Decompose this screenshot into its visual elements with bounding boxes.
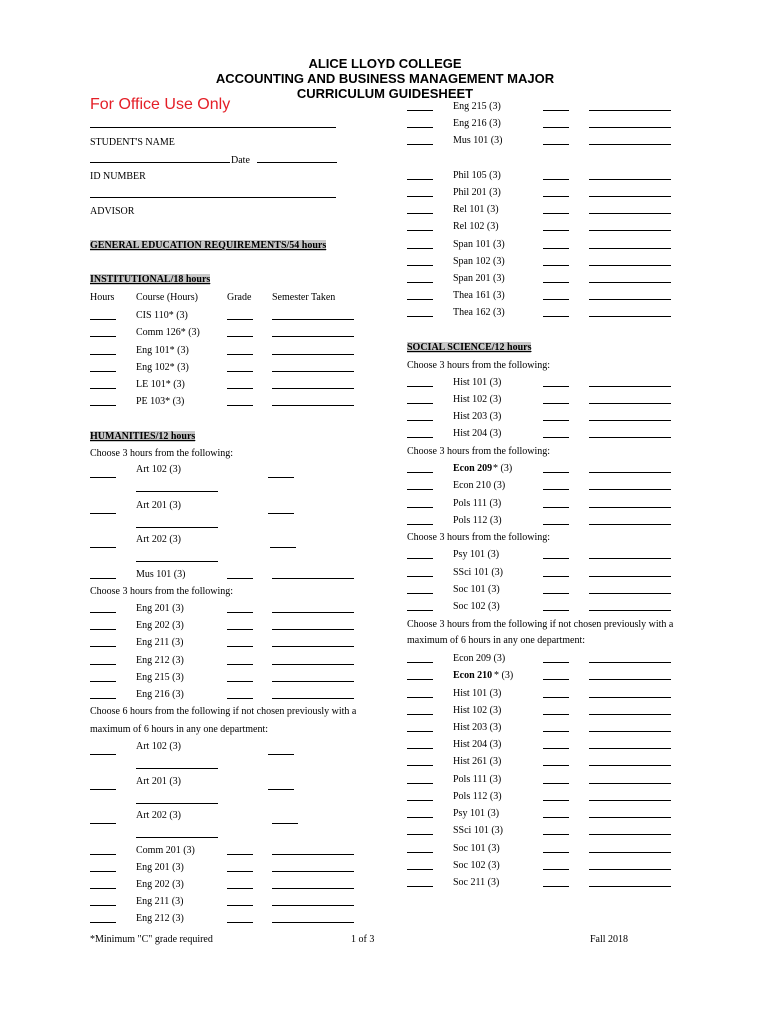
hum3-row-6-semester-field[interactable] bbox=[272, 905, 354, 906]
right-phil-row-8-hours-field[interactable] bbox=[407, 316, 433, 317]
ss4-row-7-semester-field[interactable] bbox=[589, 817, 671, 818]
ss4-row-3-course: Hist 204 (3) bbox=[453, 739, 502, 750]
student-name-label: STUDENT'S NAME bbox=[90, 137, 175, 148]
ss2-row-econ209-hours-field[interactable] bbox=[407, 472, 433, 473]
hum3-row-0-course: Art 102 (3) bbox=[136, 741, 181, 752]
hum3-row-4-hours-field[interactable] bbox=[90, 871, 116, 872]
hum3-row-2-semester-field[interactable] bbox=[136, 837, 218, 838]
ss4-row-5-semester-field[interactable] bbox=[589, 783, 671, 784]
right-phil-row-1-hours-field[interactable] bbox=[407, 196, 433, 197]
hum3-row-3-course: Comm 201 (3) bbox=[136, 845, 195, 856]
ss3-row-3-course: Soc 102 (3) bbox=[453, 601, 500, 612]
right-phil-row-6-grade-field[interactable] bbox=[543, 282, 569, 283]
inst-row-1-hours-field[interactable] bbox=[90, 336, 116, 337]
ss4-row-3-semester-field[interactable] bbox=[589, 748, 671, 749]
hum2-row-2-grade-field[interactable] bbox=[227, 646, 253, 647]
ss3-row-2-course: Soc 101 (3) bbox=[453, 584, 500, 595]
right-phil-row-8-semester-field[interactable] bbox=[589, 316, 671, 317]
hum1-row-1-grade-field[interactable] bbox=[268, 513, 294, 514]
hum2-row-5-grade-field[interactable] bbox=[227, 698, 253, 699]
hum3-row-1-course: Art 201 (3) bbox=[136, 776, 181, 787]
ss3-row-0-hours-field[interactable] bbox=[407, 558, 433, 559]
ss4-row-econ210-semester-field[interactable] bbox=[589, 679, 671, 680]
inst-row-5-grade-field[interactable] bbox=[227, 405, 253, 406]
ss2-row-2-semester-field[interactable] bbox=[589, 524, 671, 525]
inst-row-3-hours-field[interactable] bbox=[90, 371, 116, 372]
ss2-row-econ209-grade-field[interactable] bbox=[543, 472, 569, 473]
ss1-row-1-semester-field[interactable] bbox=[589, 403, 671, 404]
hum3-row-5-hours-field[interactable] bbox=[90, 888, 116, 889]
ss4-row-4-semester-field[interactable] bbox=[589, 765, 671, 766]
ss1-row-3-course: Hist 204 (3) bbox=[453, 428, 502, 439]
hum2-row-2-course: Eng 211 (3) bbox=[136, 637, 184, 648]
inst-row-4-hours-field[interactable] bbox=[90, 388, 116, 389]
ss4-row-1-grade-field[interactable] bbox=[543, 714, 569, 715]
ss1-row-2-hours-field[interactable] bbox=[407, 420, 433, 421]
social-science-heading: SOCIAL SCIENCE/12 hours bbox=[407, 342, 532, 353]
right-phil-row-3-hours-field[interactable] bbox=[407, 230, 433, 231]
inst-row-5-course: PE 103* (3) bbox=[136, 396, 185, 407]
right-phil-row-7-grade-field[interactable] bbox=[543, 299, 569, 300]
hum1-row-2-course: Art 202 (3) bbox=[136, 534, 181, 545]
ss1-row-2-grade-field[interactable] bbox=[543, 420, 569, 421]
hum2-row-4-grade-field[interactable] bbox=[227, 681, 253, 682]
inst-row-0-grade-field[interactable] bbox=[227, 319, 253, 320]
ss2-row-1-semester-field[interactable] bbox=[589, 507, 671, 508]
hum1-row-2-hours-field[interactable] bbox=[90, 547, 116, 548]
right-phil-row-6-course: Span 201 (3) bbox=[453, 273, 505, 284]
inst-row-0-hours-field[interactable] bbox=[90, 319, 116, 320]
hum2-row-0-hours-field[interactable] bbox=[90, 612, 116, 613]
inst-row-0-semester-field[interactable] bbox=[272, 319, 354, 320]
hum-choose-3a: Choose 6 hours from the following if not chosen previously with a bbox=[90, 706, 357, 717]
ss3-row-1-grade-field[interactable] bbox=[543, 576, 569, 577]
ss4-row-11-course: Soc 211 (3) bbox=[453, 877, 500, 888]
hum3-row-3-grade-field[interactable] bbox=[227, 854, 253, 855]
ss4-row-10-hours-field[interactable] bbox=[407, 869, 433, 870]
inst-row-2-course: Eng 101* (3) bbox=[136, 345, 189, 356]
ss1-row-3-semester-field[interactable] bbox=[589, 437, 671, 438]
hum2-row-2-hours-field[interactable] bbox=[90, 646, 116, 647]
right-top-row-1-semester-field[interactable] bbox=[589, 127, 671, 128]
ss4-row-econ210-hours-field[interactable] bbox=[407, 679, 433, 680]
ss4-row-1-hours-field[interactable] bbox=[407, 714, 433, 715]
hum1-row-3-course: Mus 101 (3) bbox=[136, 569, 186, 580]
ss4-row-7-course: Psy 101 (3) bbox=[453, 808, 500, 819]
right-phil-row-7-hours-field[interactable] bbox=[407, 299, 433, 300]
hum1-row-3-grade-field[interactable] bbox=[227, 578, 253, 579]
ss4-row-econ209-grade-field[interactable] bbox=[543, 662, 569, 663]
inst-row-3-course: Eng 102* (3) bbox=[136, 362, 189, 373]
ss4-row-2-course: Hist 203 (3) bbox=[453, 722, 502, 733]
hum3-row-1-semester-field[interactable] bbox=[136, 803, 218, 804]
right-top-row-2-grade-field[interactable] bbox=[543, 144, 569, 145]
right-phil-row-4-course: Span 101 (3) bbox=[453, 239, 505, 250]
ss4-row-econ210-suffix: * (3) bbox=[494, 670, 514, 681]
right-top-row-1-hours-field[interactable] bbox=[407, 127, 433, 128]
ss4-row-7-grade-field[interactable] bbox=[543, 817, 569, 818]
term-label: Fall 2018 bbox=[590, 934, 629, 945]
ss4-row-5-hours-field[interactable] bbox=[407, 783, 433, 784]
ss4-row-0-hours-field[interactable] bbox=[407, 697, 433, 698]
hum3-row-5-grade-field[interactable] bbox=[227, 888, 253, 889]
date-label: Date bbox=[231, 155, 250, 166]
right-top-row-0-course: Eng 215 (3) bbox=[453, 101, 501, 112]
ss-choose-3: Choose 3 hours from the following: bbox=[407, 532, 551, 543]
ss4-row-10-semester-field[interactable] bbox=[589, 869, 671, 870]
hum3-row-6-hours-field[interactable] bbox=[90, 905, 116, 906]
ss1-row-2-semester-field[interactable] bbox=[589, 420, 671, 421]
col-hours-header: Hours bbox=[90, 292, 115, 303]
inst-row-1-course: Comm 126* (3) bbox=[136, 327, 200, 338]
hum1-row-1-hours-field[interactable] bbox=[90, 513, 116, 514]
ss4-row-5-grade-field[interactable] bbox=[543, 783, 569, 784]
right-top-row-0-hours-field[interactable] bbox=[407, 110, 433, 111]
ss2-row-2-hours-field[interactable] bbox=[407, 524, 433, 525]
ss2-row-econ209-semester-field[interactable] bbox=[589, 472, 671, 473]
hum1-row-1-semester-field[interactable] bbox=[136, 527, 218, 528]
ss2-row-econ209-course: Econ 209 bbox=[453, 463, 493, 474]
ss1-row-0-grade-field[interactable] bbox=[543, 386, 569, 387]
right-phil-row-4-grade-field[interactable] bbox=[543, 248, 569, 249]
ss3-row-0-semester-field[interactable] bbox=[589, 558, 671, 559]
right-top-row-2-semester-field[interactable] bbox=[589, 144, 671, 145]
ss4-row-5-course: Pols 111 (3) bbox=[453, 774, 502, 785]
hum3-row-4-semester-field[interactable] bbox=[272, 871, 354, 872]
ss4-row-4-course: Hist 261 (3) bbox=[453, 756, 502, 767]
ss3-row-0-course: Psy 101 (3) bbox=[453, 549, 500, 560]
hum3-row-7-semester-field[interactable] bbox=[272, 922, 354, 923]
hum2-row-5-hours-field[interactable] bbox=[90, 698, 116, 699]
inst-row-5-semester-field[interactable] bbox=[272, 405, 354, 406]
right-phil-row-6-hours-field[interactable] bbox=[407, 282, 433, 283]
ss4-row-econ210-course: Econ 210 bbox=[453, 670, 493, 681]
hum2-row-1-course: Eng 202 (3) bbox=[136, 620, 184, 631]
right-phil-row-3-course: Rel 102 (3) bbox=[453, 221, 499, 232]
hum3-row-4-grade-field[interactable] bbox=[227, 871, 253, 872]
major-title: ACCOUNTING AND BUSINESS MANAGEMENT MAJOR bbox=[215, 71, 555, 86]
ss4-row-9-grade-field[interactable] bbox=[543, 852, 569, 853]
hum2-row-3-semester-field[interactable] bbox=[272, 664, 354, 665]
hum1-row-2-grade-field[interactable] bbox=[270, 547, 296, 548]
hum1-row-0-grade-field[interactable] bbox=[268, 477, 294, 478]
ss4-row-6-hours-field[interactable] bbox=[407, 800, 433, 801]
right-phil-row-7-semester-field[interactable] bbox=[589, 299, 671, 300]
hum2-row-5-semester-field[interactable] bbox=[272, 698, 354, 699]
hum1-row-0-semester-field[interactable] bbox=[136, 491, 218, 492]
ss1-row-0-hours-field[interactable] bbox=[407, 386, 433, 387]
hum2-row-0-semester-field[interactable] bbox=[272, 612, 354, 613]
right-phil-row-0-course: Phil 105 (3) bbox=[453, 170, 501, 181]
inst-row-4-semester-field[interactable] bbox=[272, 388, 354, 389]
ss4-row-9-course: Soc 101 (3) bbox=[453, 843, 500, 854]
right-phil-row-5-hours-field[interactable] bbox=[407, 265, 433, 266]
ss1-row-0-semester-field[interactable] bbox=[589, 386, 671, 387]
right-phil-row-5-course: Span 102 (3) bbox=[453, 256, 505, 267]
right-phil-row-4-semester-field[interactable] bbox=[589, 248, 671, 249]
hum-choose-3b: maximum of 6 hours in any one department: bbox=[90, 724, 269, 735]
ss4-row-2-hours-field[interactable] bbox=[407, 731, 433, 732]
ss3-row-2-grade-field[interactable] bbox=[543, 593, 569, 594]
ss4-row-6-course: Pols 112 (3) bbox=[453, 791, 502, 802]
ss4-row-7-hours-field[interactable] bbox=[407, 817, 433, 818]
hum2-row-1-hours-field[interactable] bbox=[90, 629, 116, 630]
ss1-row-1-hours-field[interactable] bbox=[407, 403, 433, 404]
ss4-row-econ209-course: Econ 209 (3) bbox=[453, 653, 506, 664]
ss-choose-1: Choose 3 hours from the following: bbox=[407, 360, 551, 371]
ss2-row-0-grade-field[interactable] bbox=[543, 489, 569, 490]
ss1-row-1-course: Hist 102 (3) bbox=[453, 394, 502, 405]
ss4-row-1-semester-field[interactable] bbox=[589, 714, 671, 715]
right-phil-row-7-course: Thea 161 (3) bbox=[453, 290, 505, 301]
hum2-row-0-course: Eng 201 (3) bbox=[136, 603, 184, 614]
hum3-row-6-grade-field[interactable] bbox=[227, 905, 253, 906]
ss4-row-10-course: Soc 102 (3) bbox=[453, 860, 500, 871]
advisor-line[interactable] bbox=[90, 197, 336, 198]
ss4-row-2-semester-field[interactable] bbox=[589, 731, 671, 732]
hum3-row-2-hours-field[interactable] bbox=[90, 823, 116, 824]
right-phil-row-1-course: Phil 201 (3) bbox=[453, 187, 501, 198]
col-semester-header: Semester Taken bbox=[272, 292, 336, 303]
ss4-row-8-hours-field[interactable] bbox=[407, 834, 433, 835]
inst-row-5-hours-field[interactable] bbox=[90, 405, 116, 406]
hum3-row-2-course: Art 202 (3) bbox=[136, 810, 181, 821]
hum3-row-4-course: Eng 201 (3) bbox=[136, 862, 184, 873]
col-grade-header: Grade bbox=[227, 292, 252, 303]
ss4-row-4-hours-field[interactable] bbox=[407, 765, 433, 766]
hum3-row-7-hours-field[interactable] bbox=[90, 922, 116, 923]
right-top-row-2-hours-field[interactable] bbox=[407, 144, 433, 145]
ss2-row-2-course: Pols 112 (3) bbox=[453, 515, 502, 526]
right-phil-row-1-grade-field[interactable] bbox=[543, 196, 569, 197]
right-phil-row-2-semester-field[interactable] bbox=[589, 213, 671, 214]
advisor-label: ADVISOR bbox=[90, 206, 135, 217]
page-number: 1 of 3 bbox=[351, 934, 375, 945]
institutional-heading: INSTITUTIONAL/18 hours bbox=[90, 274, 211, 285]
ss3-row-3-hours-field[interactable] bbox=[407, 610, 433, 611]
hum3-row-5-course: Eng 202 (3) bbox=[136, 879, 184, 890]
ss4-row-3-grade-field[interactable] bbox=[543, 748, 569, 749]
right-top-row-1-course: Eng 216 (3) bbox=[453, 118, 501, 129]
hum1-row-3-semester-field[interactable] bbox=[272, 578, 354, 579]
ss2-row-1-course: Pols 111 (3) bbox=[453, 498, 502, 509]
ss4-row-econ209-hours-field[interactable] bbox=[407, 662, 433, 663]
right-phil-row-2-hours-field[interactable] bbox=[407, 213, 433, 214]
ss2-row-2-grade-field[interactable] bbox=[543, 524, 569, 525]
grade-footnote: *Minimum "C" grade required bbox=[90, 934, 213, 945]
ss-choose-4b: maximum of 6 hours in any one department: bbox=[407, 635, 586, 646]
ss3-row-2-semester-field[interactable] bbox=[589, 593, 671, 594]
hum2-row-3-course: Eng 212 (3) bbox=[136, 655, 184, 666]
ss1-row-0-course: Hist 101 (3) bbox=[453, 377, 502, 388]
hum2-row-4-semester-field[interactable] bbox=[272, 681, 354, 682]
inst-row-2-grade-field[interactable] bbox=[227, 354, 253, 355]
hum-choose-2: Choose 3 hours from the following: bbox=[90, 586, 234, 597]
right-phil-row-2-grade-field[interactable] bbox=[543, 213, 569, 214]
hum3-row-0-semester-field[interactable] bbox=[136, 768, 218, 769]
right-phil-row-2-course: Rel 101 (3) bbox=[453, 204, 499, 215]
hum3-row-7-grade-field[interactable] bbox=[227, 922, 253, 923]
hum3-row-7-course: Eng 212 (3) bbox=[136, 913, 184, 924]
hum1-row-0-hours-field[interactable] bbox=[90, 477, 116, 478]
date-line[interactable] bbox=[257, 162, 337, 163]
inst-row-4-course: LE 101* (3) bbox=[136, 379, 185, 390]
ss4-row-4-grade-field[interactable] bbox=[543, 765, 569, 766]
hum3-row-2-grade-field[interactable] bbox=[272, 823, 298, 824]
ss4-row-econ209-semester-field[interactable] bbox=[589, 662, 671, 663]
right-phil-row-8-course: Thea 162 (3) bbox=[453, 307, 505, 318]
ss2-row-1-hours-field[interactable] bbox=[407, 507, 433, 508]
right-phil-row-0-hours-field[interactable] bbox=[407, 179, 433, 180]
hum2-row-3-hours-field[interactable] bbox=[90, 664, 116, 665]
right-top-row-0-semester-field[interactable] bbox=[589, 110, 671, 111]
hum3-row-1-grade-field[interactable] bbox=[268, 789, 294, 790]
right-top-row-0-grade-field[interactable] bbox=[543, 110, 569, 111]
right-phil-row-5-grade-field[interactable] bbox=[543, 265, 569, 266]
ss4-row-6-semester-field[interactable] bbox=[589, 800, 671, 801]
ss2-row-econ209-suffix: * (3) bbox=[493, 463, 513, 474]
ss1-row-2-course: Hist 203 (3) bbox=[453, 411, 502, 422]
ss4-row-1-course: Hist 102 (3) bbox=[453, 705, 502, 716]
ss1-row-3-hours-field[interactable] bbox=[407, 437, 433, 438]
hum2-row-5-course: Eng 216 (3) bbox=[136, 689, 184, 700]
hum1-row-3-hours-field[interactable] bbox=[90, 578, 116, 579]
hum2-row-1-semester-field[interactable] bbox=[272, 629, 354, 630]
right-phil-row-3-grade-field[interactable] bbox=[543, 230, 569, 231]
inst-row-3-grade-field[interactable] bbox=[227, 371, 253, 372]
hum3-row-6-course: Eng 211 (3) bbox=[136, 896, 184, 907]
hum3-row-1-hours-field[interactable] bbox=[90, 789, 116, 790]
hum2-row-0-grade-field[interactable] bbox=[227, 612, 253, 613]
ss4-row-9-semester-field[interactable] bbox=[589, 852, 671, 853]
hum1-row-1-course: Art 201 (3) bbox=[136, 500, 181, 511]
right-phil-row-0-grade-field[interactable] bbox=[543, 179, 569, 180]
ss3-row-1-hours-field[interactable] bbox=[407, 576, 433, 577]
inst-row-1-grade-field[interactable] bbox=[227, 336, 253, 337]
ss2-row-0-semester-field[interactable] bbox=[589, 489, 671, 490]
inst-row-2-semester-field[interactable] bbox=[272, 354, 354, 355]
inst-row-3-semester-field[interactable] bbox=[272, 371, 354, 372]
hum3-row-0-grade-field[interactable] bbox=[268, 754, 294, 755]
right-phil-row-8-grade-field[interactable] bbox=[543, 316, 569, 317]
ss2-row-1-grade-field[interactable] bbox=[543, 507, 569, 508]
ss4-row-econ210-grade-field[interactable] bbox=[543, 679, 569, 680]
ss3-row-0-grade-field[interactable] bbox=[543, 558, 569, 559]
right-phil-row-3-semester-field[interactable] bbox=[589, 230, 671, 231]
hum2-row-2-semester-field[interactable] bbox=[272, 646, 354, 647]
student-name-line[interactable] bbox=[90, 127, 336, 128]
hum1-row-0-course: Art 102 (3) bbox=[136, 464, 181, 475]
right-phil-row-1-semester-field[interactable] bbox=[589, 196, 671, 197]
ss4-row-2-grade-field[interactable] bbox=[543, 731, 569, 732]
right-phil-row-4-hours-field[interactable] bbox=[407, 248, 433, 249]
ss2-row-0-hours-field[interactable] bbox=[407, 489, 433, 490]
ss4-row-0-course: Hist 101 (3) bbox=[453, 688, 502, 699]
hum2-row-1-grade-field[interactable] bbox=[227, 629, 253, 630]
ss4-row-0-semester-field[interactable] bbox=[589, 697, 671, 698]
humanities-heading: HUMANITIES/12 hours bbox=[90, 431, 196, 442]
gen-ed-heading: GENERAL EDUCATION REQUIREMENTS/54 hours bbox=[90, 240, 327, 251]
right-top-row-2-course: Mus 101 (3) bbox=[453, 135, 503, 146]
ss3-row-3-grade-field[interactable] bbox=[543, 610, 569, 611]
ss4-row-9-hours-field[interactable] bbox=[407, 852, 433, 853]
ss4-row-11-grade-field[interactable] bbox=[543, 886, 569, 887]
hum2-row-3-grade-field[interactable] bbox=[227, 664, 253, 665]
id-number-label: ID NUMBER bbox=[90, 171, 146, 182]
ss4-row-11-semester-field[interactable] bbox=[589, 886, 671, 887]
ss3-row-1-semester-field[interactable] bbox=[589, 576, 671, 577]
hum3-row-0-hours-field[interactable] bbox=[90, 754, 116, 755]
college-name: ALICE LLOYD COLLEGE bbox=[308, 56, 462, 71]
ss4-row-10-grade-field[interactable] bbox=[543, 869, 569, 870]
ss4-row-8-grade-field[interactable] bbox=[543, 834, 569, 835]
ss4-row-8-semester-field[interactable] bbox=[589, 834, 671, 835]
right-phil-row-0-semester-field[interactable] bbox=[589, 179, 671, 180]
ss4-row-11-hours-field[interactable] bbox=[407, 886, 433, 887]
hum3-row-3-hours-field[interactable] bbox=[90, 854, 116, 855]
guidesheet-title: CURRICULUM GUIDESHEET bbox=[296, 86, 474, 101]
ss3-row-3-semester-field[interactable] bbox=[589, 610, 671, 611]
id-number-line[interactable] bbox=[90, 162, 230, 163]
hum1-row-2-semester-field[interactable] bbox=[136, 561, 218, 562]
hum2-row-4-hours-field[interactable] bbox=[90, 681, 116, 682]
right-top-row-1-grade-field[interactable] bbox=[543, 127, 569, 128]
inst-row-0-course: CIS 110* (3) bbox=[136, 310, 188, 321]
hum-choose-1: Choose 3 hours from the following: bbox=[90, 448, 234, 459]
hum3-row-5-semester-field[interactable] bbox=[272, 888, 354, 889]
ss1-row-1-grade-field[interactable] bbox=[543, 403, 569, 404]
inst-row-4-grade-field[interactable] bbox=[227, 388, 253, 389]
ss3-row-1-course: SSci 101 (3) bbox=[453, 567, 503, 578]
right-phil-row-6-semester-field[interactable] bbox=[589, 282, 671, 283]
office-use-label: For Office Use Only bbox=[90, 96, 231, 113]
ss-choose-2: Choose 3 hours from the following: bbox=[407, 446, 551, 457]
hum3-row-3-semester-field[interactable] bbox=[272, 854, 354, 855]
inst-row-1-semester-field[interactable] bbox=[272, 336, 354, 337]
ss4-row-6-grade-field[interactable] bbox=[543, 800, 569, 801]
inst-row-2-hours-field[interactable] bbox=[90, 354, 116, 355]
ss-choose-4a: Choose 3 hours from the following if not chosen previously with a bbox=[407, 619, 674, 630]
ss3-row-2-hours-field[interactable] bbox=[407, 593, 433, 594]
hum2-row-4-course: Eng 215 (3) bbox=[136, 672, 184, 683]
ss2-row-0-course: Econ 210 (3) bbox=[453, 480, 506, 491]
right-phil-row-5-semester-field[interactable] bbox=[589, 265, 671, 266]
ss1-row-3-grade-field[interactable] bbox=[543, 437, 569, 438]
ss4-row-3-hours-field[interactable] bbox=[407, 748, 433, 749]
ss4-row-0-grade-field[interactable] bbox=[543, 697, 569, 698]
col-course-header: Course (Hours) bbox=[136, 292, 198, 303]
ss4-row-8-course: SSci 101 (3) bbox=[453, 825, 503, 836]
